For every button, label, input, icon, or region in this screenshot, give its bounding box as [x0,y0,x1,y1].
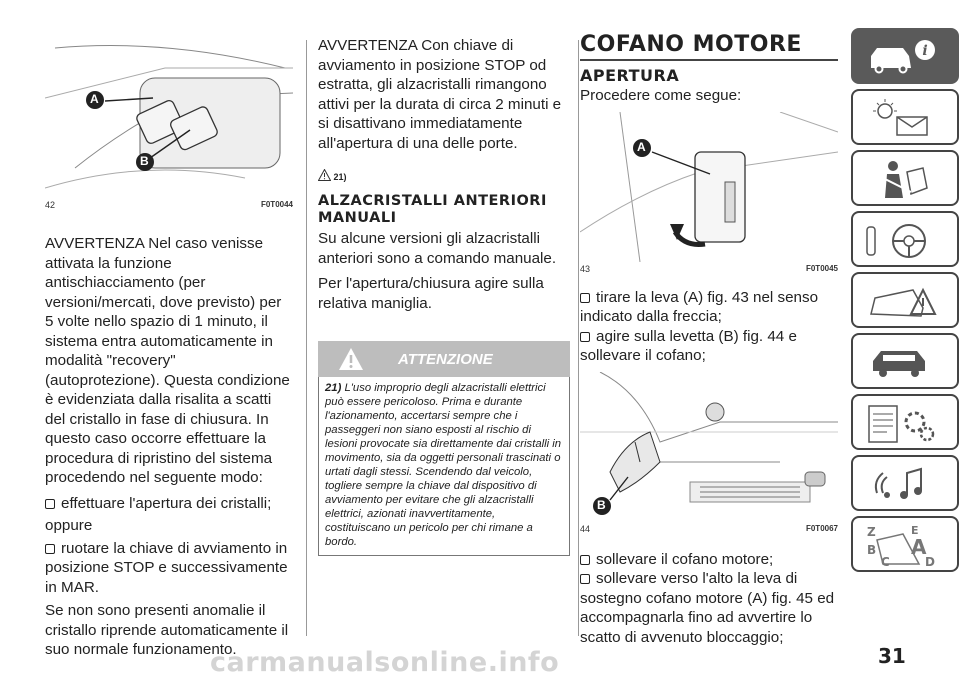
page-number: 31 [878,644,906,668]
hood-lever-illustration [580,112,838,262]
figure-43 [580,112,838,262]
warning-number: 21) [325,382,342,394]
figure-caption [580,524,838,534]
paragraph: Procedere come segue: [580,87,742,104]
figure-caption [580,264,838,274]
bullet-icon [45,499,55,509]
figure-number: 42 [45,200,56,210]
car-info-icon [863,36,943,80]
svg-text:D: D [925,555,935,568]
label-b: B [140,154,149,168]
label-a: A [90,92,99,106]
bullet-item: sollevare il cofano motore; [580,550,838,570]
column-divider [306,40,307,636]
multimedia-icon [863,463,943,507]
paragraph: Se non sono presenti anomalie il cristallo riprende automaticamente il suo normale funzionamento. [45,602,289,658]
tab-safety[interactable] [851,150,959,206]
tab-index[interactable] [851,516,959,572]
svg-text:B: B [867,543,877,557]
breakdown-warning-icon [863,280,943,324]
warning-triangle-icon [318,169,331,181]
left-column [45,0,293,660]
alphabetical-index-icon [863,524,943,568]
car-maintenance-icon [863,341,943,385]
bullet-icon [580,332,590,342]
watermark: carmanualsonline.info [210,647,560,678]
bullet-item: agire sulla levetta (B) fig. 44 e sollevare il cofano; [580,327,797,364]
safety-airbag-icon [863,158,943,202]
bullet-icon [580,574,590,584]
paragraph: AVVERTENZA Nel caso venisse attivata la funzione antischiacciamento (per versioni/mercati, dove previsto) per 5 volte nello spazio di 1 minuto, il sistema entra automaticamente in modalità "recovery" (autoprotezione). Questa condizione è evidenziata dalla risalita a scatti del cristallo in fase di chiusura. In questo caso occorre effettuare la procedura di ripristino del sistema procedendo nel seguente modo: [45,235,290,486]
page-title: COFANO MOTORE [580,32,802,57]
figure-code: F0T0044 [260,200,293,209]
warning-triangle-icon [338,347,364,371]
tab-dashboard[interactable] [851,89,959,145]
label-b: B [597,497,606,512]
dashboard-warning-icon [863,97,943,141]
column-divider [578,40,579,636]
tab-multimedia[interactable] [851,455,959,511]
warning-text: 21) L'uso improprio degli alzacristalli elettrici può essere pericoloso. Prima e durante l'azionamento, accertarsi sempre che i passeggeri non siano esposti al rischio di lesioni provocate sia direttamente dai cristalli in movimento, sia da oggetti personali trascinati o urtati dagli stessi. Scendendo dal veicolo, togliere sempre la chiave dal dispositivo di avviamento per evitare che gli alzacristalli elettrici, azionati inavvertitamente, costituiscano un pericolo per chi rimane a bordo. [318,377,570,556]
window-switch-illustration [45,38,293,198]
svg-text:E: E [911,524,919,537]
tab-maintenance[interactable] [851,333,959,389]
figure-code: F0T0045 [805,263,838,273]
hood-release-illustration [580,372,838,522]
title-underline [580,59,838,61]
bullet-item: ruotare la chiave di avviamento in posizione STOP e successivamente in MAR. [45,539,288,596]
technical-data-icon [863,402,943,446]
figure-42 [45,38,293,198]
warning-box [318,341,570,556]
svg-text:A: A [911,535,927,559]
section-heading: APERTURA [580,66,680,85]
paragraph: AVVERTENZA Con chiave di avviamento in posizione STOP od estratta, gli alzacristalli rimangono attivi per la durata di circa 2 minuti e si disattivano immediatamente all'apertura di una delle porte. [318,37,562,152]
bullet-item: sollevare verso l'alto la leva di sostegno cofano motore (A) fig. 45 ed accompagnarla fino ad avvertire lo scatto di avvenuto bloccaggio; [580,570,835,646]
svg-text:Z: Z [867,525,876,539]
figure-caption [45,200,293,210]
bullet-icon [580,555,590,565]
section-heading: ALZACRISTALLI ANTERIORI MANUALI [318,193,547,226]
key-steering-wheel-icon [863,219,943,263]
paragraph: Su alcune versioni gli alzacristalli anteriori sono a comando manuale. [318,230,557,267]
bullet-icon [580,293,590,303]
label-a: A [637,139,646,154]
bullet-item: tirare la leva (A) fig. 43 nel senso indicato dalla freccia; [580,288,819,325]
warning-header [318,341,570,377]
paragraph: oppure [45,517,93,534]
figure-number: 44 [580,523,591,534]
tab-technical-data[interactable] [851,394,959,450]
svg-text:C: C [881,555,890,568]
chapter-tabs [851,28,960,577]
paragraph: Per l'apertura/chiusura agire sulla relativa maniglia. [318,275,544,312]
figure-code: F0T0067 [805,523,838,533]
bullet-icon [45,544,55,554]
tab-car-info[interactable] [851,28,959,84]
warning-title: ATTENZIONE [398,350,493,368]
bullet-item: effettuare l'apertura dei cristalli; [45,494,293,514]
figure-44 [580,372,838,522]
warning-reference: 21) [318,169,570,183]
tab-emergency[interactable] [851,272,959,328]
tab-starting-driving[interactable] [851,211,959,267]
right-column [580,0,838,647]
figure-number: 43 [580,263,591,274]
svg-text:i: i [922,43,928,59]
middle-column [318,0,570,556]
